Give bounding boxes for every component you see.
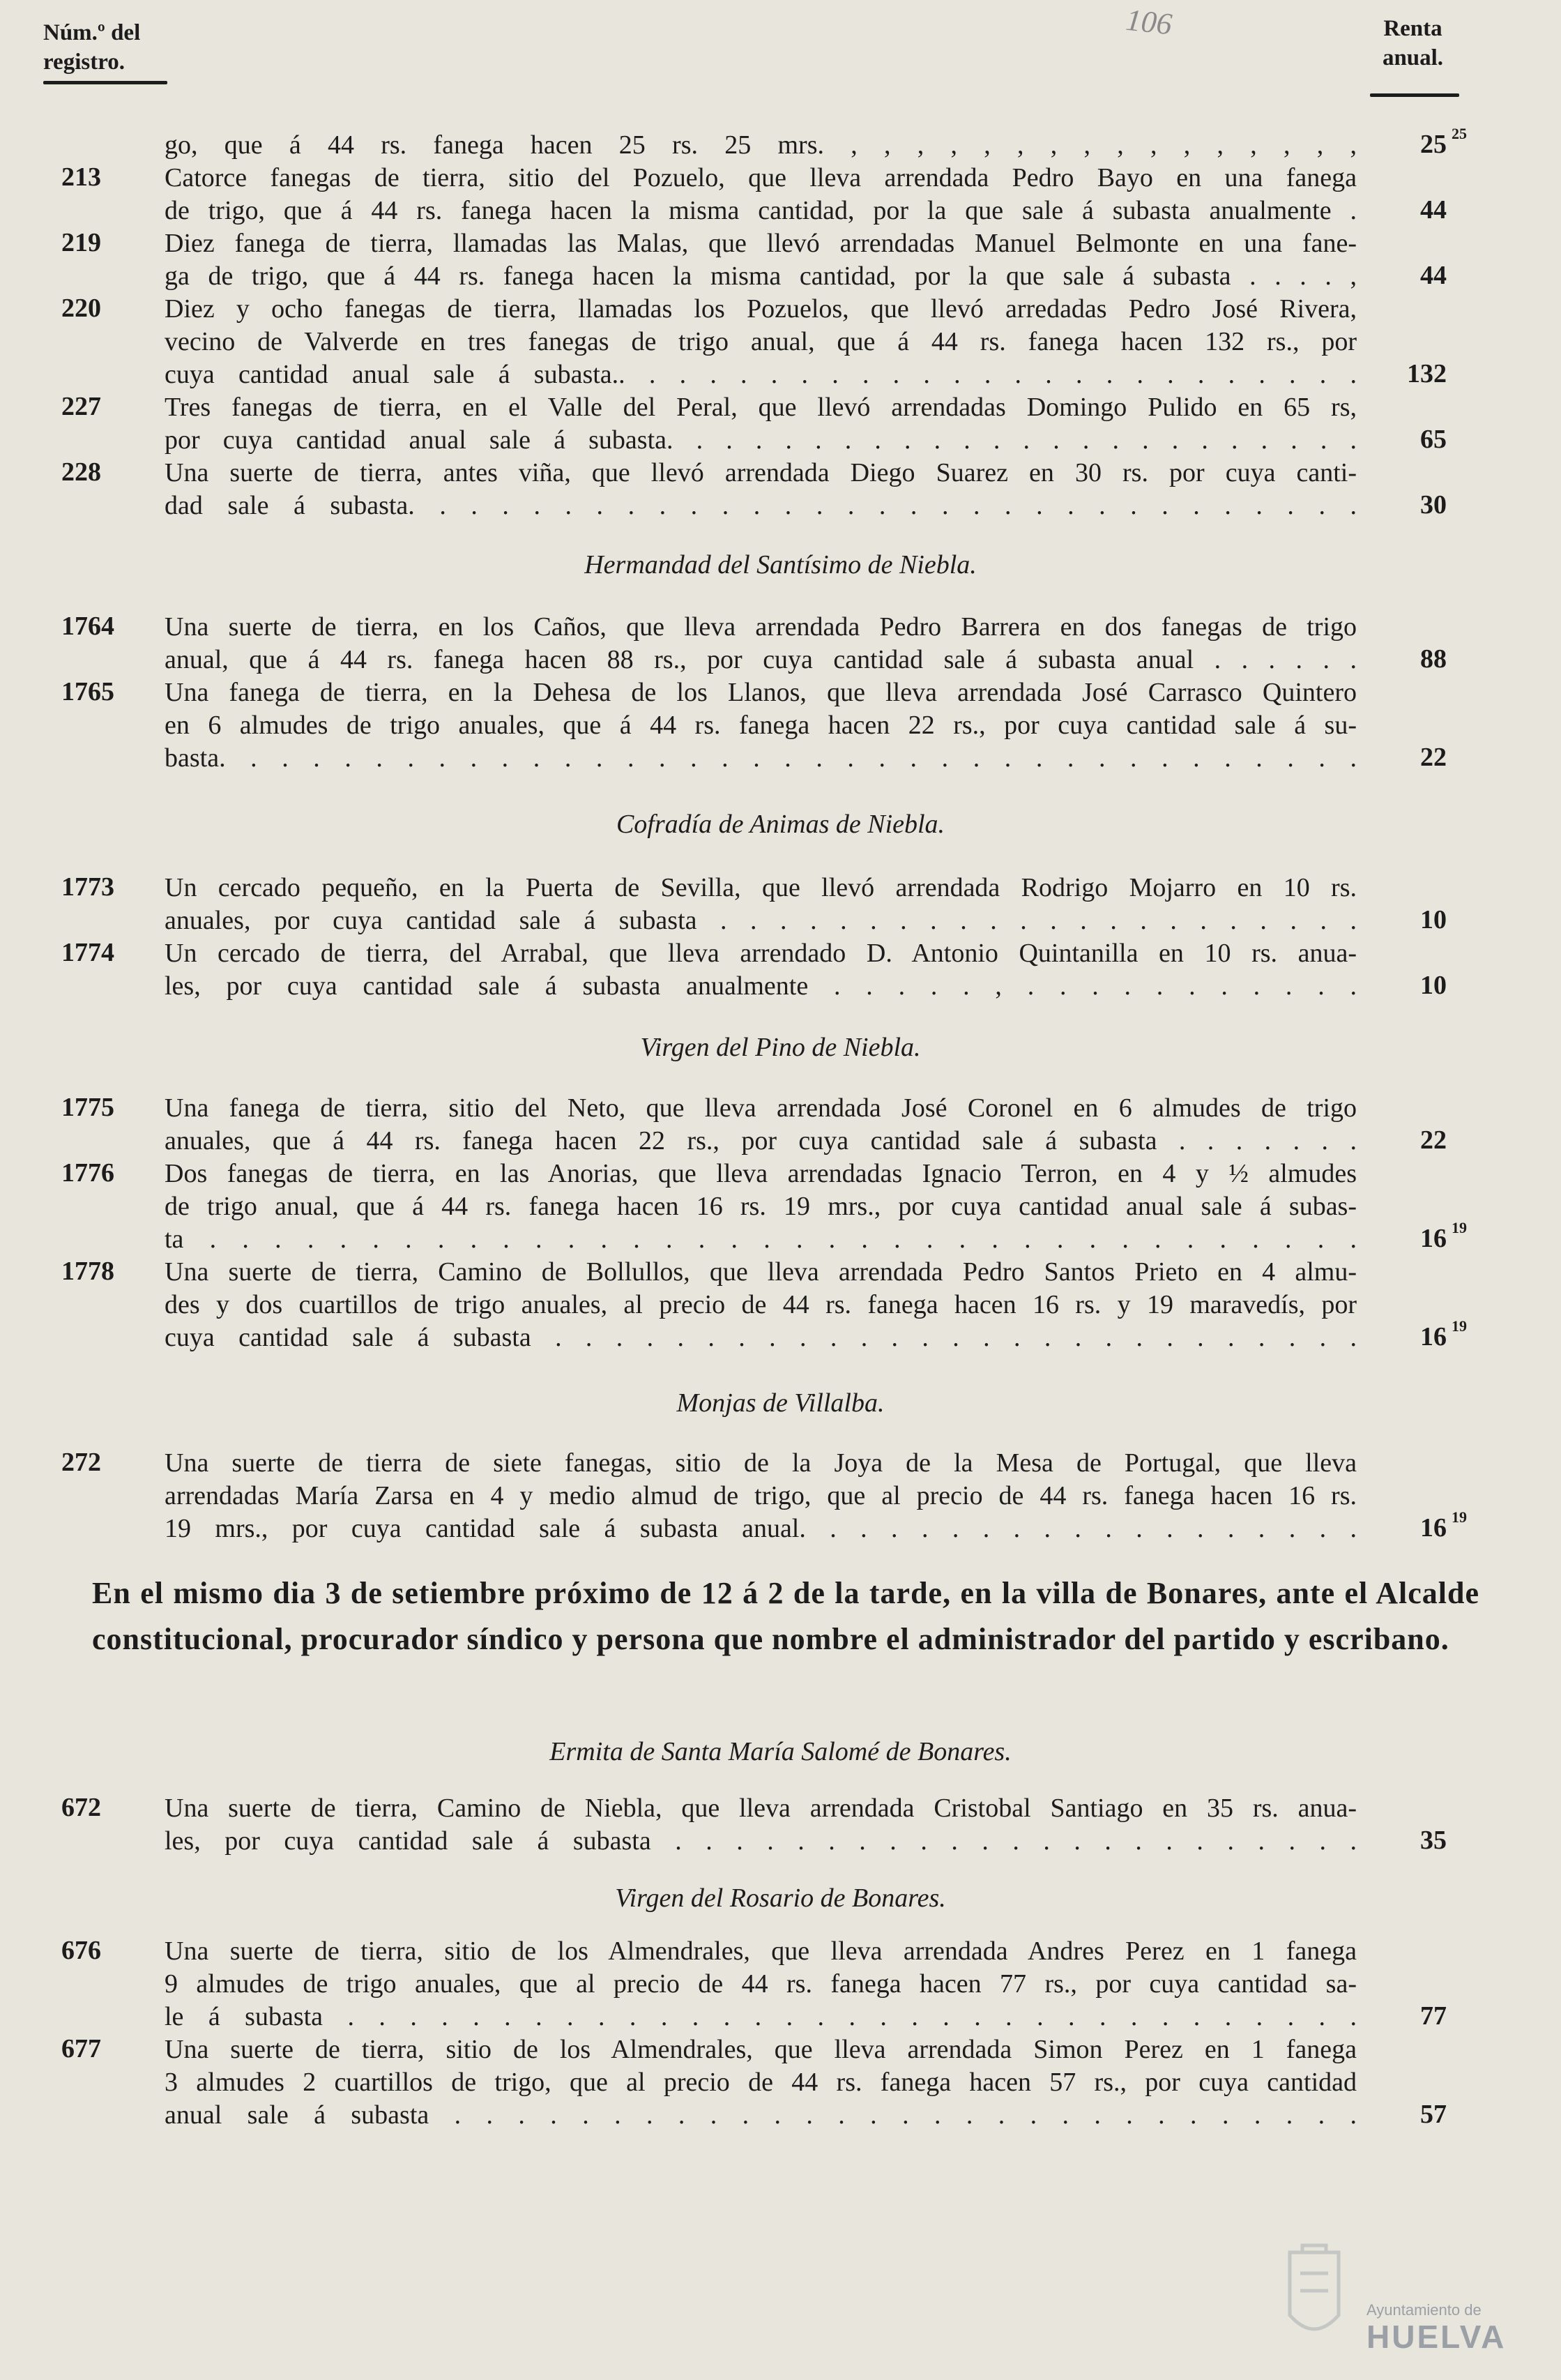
entry-text-line: cuya cantidad sale á subasta . . . . . . . . . . . . . . . . . . . . . . . . . . .: [165, 1323, 1357, 1352]
entry-text-line: les, por cuya cantidad sale á subasta . . . . . . . . . . . . . . . . . . . . . . .: [165, 1826, 1357, 1856]
annual-rent-value: 57: [1420, 2100, 1447, 2129]
entry-text-line: basta. . . . . . . . . . . . . . . . . . . . . . . . . . . . . . . . . . . . .: [165, 743, 1357, 773]
ledger-entry: [0, 676, 1561, 775]
entry-text-line: ta . . . . . . . . . . . . . . . . . . . . . . . . . . . . . . . . . . . .: [165, 1225, 1357, 1254]
entry-text: [165, 2033, 1357, 2132]
entry-text-line: Catorce fanegas de tierra, sitio del Pozuelo, que lleva arrendada Pedro Bayo en una fanega: [165, 163, 1357, 192]
entry-text: [165, 162, 1357, 227]
section-heading-ermita: Ermita de Santa María Salomé de Bonares.: [549, 1737, 1012, 1766]
ledger-entry: [0, 872, 1561, 937]
ledger-entry: [0, 1935, 1561, 2033]
entry-text: [165, 1935, 1357, 2033]
annual-rent-value: 88: [1420, 644, 1447, 674]
entry-text-line: Una suerte de tierra, sitio de los Almendrales, que lleva arrendada Simon Perez en 1 fanega: [165, 2035, 1357, 2064]
ledger-entry: [0, 293, 1561, 391]
registry-number: 1775: [61, 1093, 114, 1122]
entry-text: [165, 1256, 1357, 1354]
entry-text-line: Un cercado de tierra, del Arrabal, que lleva arrendado D. Antonio Quintanilla en 10 rs. anua-: [165, 939, 1357, 968]
ledger-entry: [0, 937, 1561, 1003]
entry-text: [165, 391, 1357, 457]
registry-number: 677: [61, 2034, 101, 2063]
ledger-entry: [0, 1447, 1561, 1545]
registry-number: 272: [61, 1448, 101, 1477]
entry-text-line: Dos fanegas de tierra, en las Anorias, que lleva arrendadas Ignacio Terron, en 4 y ½ almudes: [165, 1159, 1357, 1188]
entry-text-line: cuya cantidad anual sale á subasta.. . . . . . . . . . . . . . . . . . . . . . . . .: [165, 360, 1357, 389]
entry-text-line: 9 almudes de trigo anuales, que al precio de 44 rs. fanega hacen 77 rs., por cuya cantidad sa-: [165, 1969, 1357, 1999]
entry-text-line: anuales, por cuya cantidad sale á subasta . . . . . . . . . . . . . . . . . . . . . .: [165, 906, 1357, 935]
entry-text-line: Tres fanegas de tierra, en el Valle del Peral, que llevó arrendadas Domingo Pulido en 65 rs,: [165, 393, 1357, 422]
registry-number: 1765: [61, 677, 114, 706]
annual-rent-value: 132: [1407, 359, 1447, 388]
entry-text-line: Una suerte de tierra, sitio de los Almendrales, que lleva arrendada Andres Perez en 1 fanega: [165, 1936, 1357, 1966]
annual-rent-value: 44: [1420, 261, 1447, 290]
entry-text: [165, 1447, 1357, 1545]
entry-text: [165, 1092, 1357, 1158]
entry-text-line: Diez y ocho fanegas de tierra, llamadas los Pozuelos, que llevó arredadas Pedro José Rivera,: [165, 294, 1357, 324]
annual-rent-value: 16: [1420, 1322, 1447, 1351]
rent-maravedis-superscript: 25: [1452, 125, 1467, 142]
folio-number: 106: [1124, 2, 1174, 42]
announcement-paragraph: En el mismo dia 3 de setiembre próximo de 12 á 2 de la tarde, en la villa de Bonares, ante el Alcalde constitucional, procurador síndico y persona que nombre el administrador del partido y escribano.: [92, 1576, 1479, 1656]
entry-text-line: Una suerte de tierra, Camino de Bollullos, que lleva arrendada Pedro Santos Prieto en 4 almu-: [165, 1257, 1357, 1287]
entry-text-line: arrendadas María Zarsa en 4 y medio almud de trigo, que al precio de 44 rs. fanega hacen 16 rs.: [165, 1481, 1357, 1510]
registry-number: 676: [61, 1936, 101, 1965]
registry-number: 1764: [61, 612, 114, 641]
column-header-rent-line1: Renta: [1383, 16, 1442, 41]
entry-text: [165, 457, 1357, 522]
section-heading-virgen-rosario: Virgen del Rosario de Bonares.: [615, 1883, 946, 1913]
column-header-registry-line1: Núm.º del: [43, 20, 141, 45]
entry-text-line: anual, que á 44 rs. fanega hacen 88 rs., por cuya cantidad sale á subasta anual . . . . . .: [165, 645, 1357, 674]
header-rule-right: [1370, 93, 1459, 97]
entry-text: [165, 1792, 1357, 1858]
entry-text-line: de trigo anual, que á 44 rs. fanega hacen 16 rs. 19 mrs., por cuya cantidad anual sale á subas-: [165, 1192, 1357, 1221]
ledger-entry: [0, 2033, 1561, 2132]
annual-rent-value: 22: [1420, 743, 1447, 772]
entry-text-line: 19 mrs., por cuya cantidad sale á subasta anual. . . . . . . . . . . . . . . . . . .: [165, 1514, 1357, 1543]
ledger-entry: [0, 611, 1561, 676]
registry-number: 1773: [61, 872, 114, 902]
entry-text-line: Una suerte de tierra, en los Caños, que lleva arrendada Pedro Barrera en dos fanegas de trigo: [165, 612, 1357, 642]
annual-rent-value: 10: [1420, 905, 1447, 934]
entry-text: [165, 129, 1357, 162]
header-rule-left: [43, 81, 167, 84]
entry-text-line: ga de trigo, que á 44 rs. fanega hacen la misma cantidad, por la que sale á subasta . . . . ,: [165, 262, 1357, 291]
section-heading-virgen-pino: Virgen del Pino de Niebla.: [640, 1033, 921, 1062]
entry-text-line: le á subasta . . . . . . . . . . . . . . . . . . . . . . . . . . . . . . . . .: [165, 2002, 1357, 2031]
entry-text-line: go, que á 44 rs. fanega hacen 25 rs. 25 mrs. , , , , , , , , , , , , , , , ,: [165, 130, 1357, 160]
entry-text: [165, 293, 1357, 391]
section-heading-cofradia: Cofradía de Animas de Niebla.: [616, 810, 945, 839]
entry-text-line: anuales, que á 44 rs. fanega hacen 22 rs., por cuya cantidad sale á subasta . . . . . . .: [165, 1126, 1357, 1155]
annual-rent-value: 35: [1420, 1826, 1447, 1855]
ledger-entry: [0, 1158, 1561, 1256]
watermark-line2: HUELVA: [1366, 2319, 1507, 2355]
section-heading-hermandad: Hermandad del Santísimo de Niebla.: [584, 550, 977, 579]
column-header-rent: [1369, 14, 1456, 73]
registry-number: 1776: [61, 1158, 114, 1188]
ledger-entry: [0, 1256, 1561, 1354]
ledger-entry: [0, 227, 1561, 293]
entry-text-line: vecino de Valverde en tres fanegas de trigo anual, que á 44 rs. fanega hacen 132 rs., por: [165, 327, 1357, 356]
annual-rent-value: 10: [1420, 971, 1447, 1000]
registry-number: 1778: [61, 1257, 114, 1286]
ledger-entry: [0, 125, 1561, 162]
entry-text-line: de trigo, que á 44 rs. fanega hacen la misma cantidad, por la que sale á subasta anualmente .: [165, 196, 1357, 225]
registry-number: 228: [61, 457, 101, 487]
entry-text-line: dad sale á subasta. . . . . . . . . . . . . . . . . . . . . . . . . . . . . . .: [165, 491, 1357, 520]
entry-text: [165, 937, 1357, 1003]
entry-text: [165, 227, 1357, 293]
entry-text-line: Una suerte de tierra, Camino de Niebla, que lleva arrendada Cristobal Santiago en 35 rs. anua-: [165, 1794, 1357, 1823]
entry-text-line: Una fanega de tierra, en la Dehesa de los Llanos, que lleva arrendada José Carrasco Quintero: [165, 678, 1357, 707]
annual-rent-value: 65: [1420, 425, 1447, 454]
entry-text-line: 3 almudes 2 cuartillos de trigo, que al precio de 44 rs. fanega hacen 57 rs., por cuya cantidad: [165, 2068, 1357, 2097]
column-header-registry-line2: registro.: [43, 50, 125, 75]
annual-rent-value: 77: [1420, 2001, 1447, 2031]
annual-rent-value: 44: [1420, 195, 1447, 225]
registry-number: 219: [61, 228, 101, 257]
entry-text: [165, 1158, 1357, 1256]
entry-text-line: Un cercado pequeño, en la Puerta de Sevilla, que llevó arrendada Rodrigo Mojarro en 10 rs.: [165, 873, 1357, 902]
registry-number: 1774: [61, 938, 114, 967]
registry-number: 213: [61, 162, 101, 192]
ledger-entry: [0, 1792, 1561, 1858]
entry-text-line: anual sale á subasta . . . . . . . . . . . . . . . . . . . . . . . . . . . . .: [165, 2100, 1357, 2130]
entry-text: [165, 676, 1357, 775]
annual-rent-value: 22: [1420, 1125, 1447, 1155]
ledger-entry: [0, 457, 1561, 522]
annual-rent-value: 16: [1420, 1224, 1447, 1253]
annual-rent-value: 30: [1420, 490, 1447, 520]
rent-maravedis-superscript: 19: [1452, 1317, 1467, 1335]
column-header-registry: [43, 18, 176, 77]
entry-text-line: Una fanega de tierra, sitio del Neto, que lleva arrendada José Coronel en 6 almudes de trigo: [165, 1093, 1357, 1123]
entry-text: [165, 872, 1357, 937]
entry-text-line: des y dos cuartillos de trigo anuales, al precio de 44 rs. fanega hacen 16 rs. y 19 maravedís, por: [165, 1290, 1357, 1319]
entry-text: [165, 611, 1357, 676]
entry-text-line: Una suerte de tierra, antes viña, que llevó arrendada Diego Suarez en 30 rs. por cuya canti-: [165, 458, 1357, 487]
registry-number: 220: [61, 294, 101, 323]
watermark-line1: Ayuntamiento de: [1366, 2301, 1482, 2319]
ledger-entry: [0, 162, 1561, 227]
entry-text-line: Una suerte de tierra de siete fanegas, sitio de la Joya de la Mesa de Portugal, que lleva: [165, 1448, 1357, 1478]
rent-maravedis-superscript: 19: [1452, 1508, 1467, 1526]
registry-number: 227: [61, 392, 101, 421]
section-heading-monjas: Monjas de Villalba.: [676, 1388, 885, 1418]
rent-maravedis-superscript: 19: [1452, 1219, 1467, 1236]
entry-text-line: por cuya cantidad anual sale á subasta. . . . . . . . . . . . . . . . . . . . . . . .: [165, 425, 1357, 455]
ledger-entry: [0, 391, 1561, 457]
entry-text-line: les, por cuya cantidad sale á subasta anualmente . . . . . , . . . . . . . . . . .: [165, 971, 1357, 1001]
ledger-entry: [0, 1092, 1561, 1158]
column-header-rent-line2: anual.: [1382, 45, 1444, 70]
entry-text-line: Diez fanega de tierra, llamadas las Malas, que llevó arrendadas Manuel Belmonte en una fane-: [165, 229, 1357, 258]
registry-number: 672: [61, 1793, 101, 1822]
entry-text-line: en 6 almudes de trigo anuales, que á 44 rs. fanega hacen 22 rs., por cuya cantidad sale á su-: [165, 711, 1357, 740]
annual-rent-value: 16: [1420, 1513, 1447, 1543]
annual-rent-value: 25: [1420, 130, 1447, 159]
